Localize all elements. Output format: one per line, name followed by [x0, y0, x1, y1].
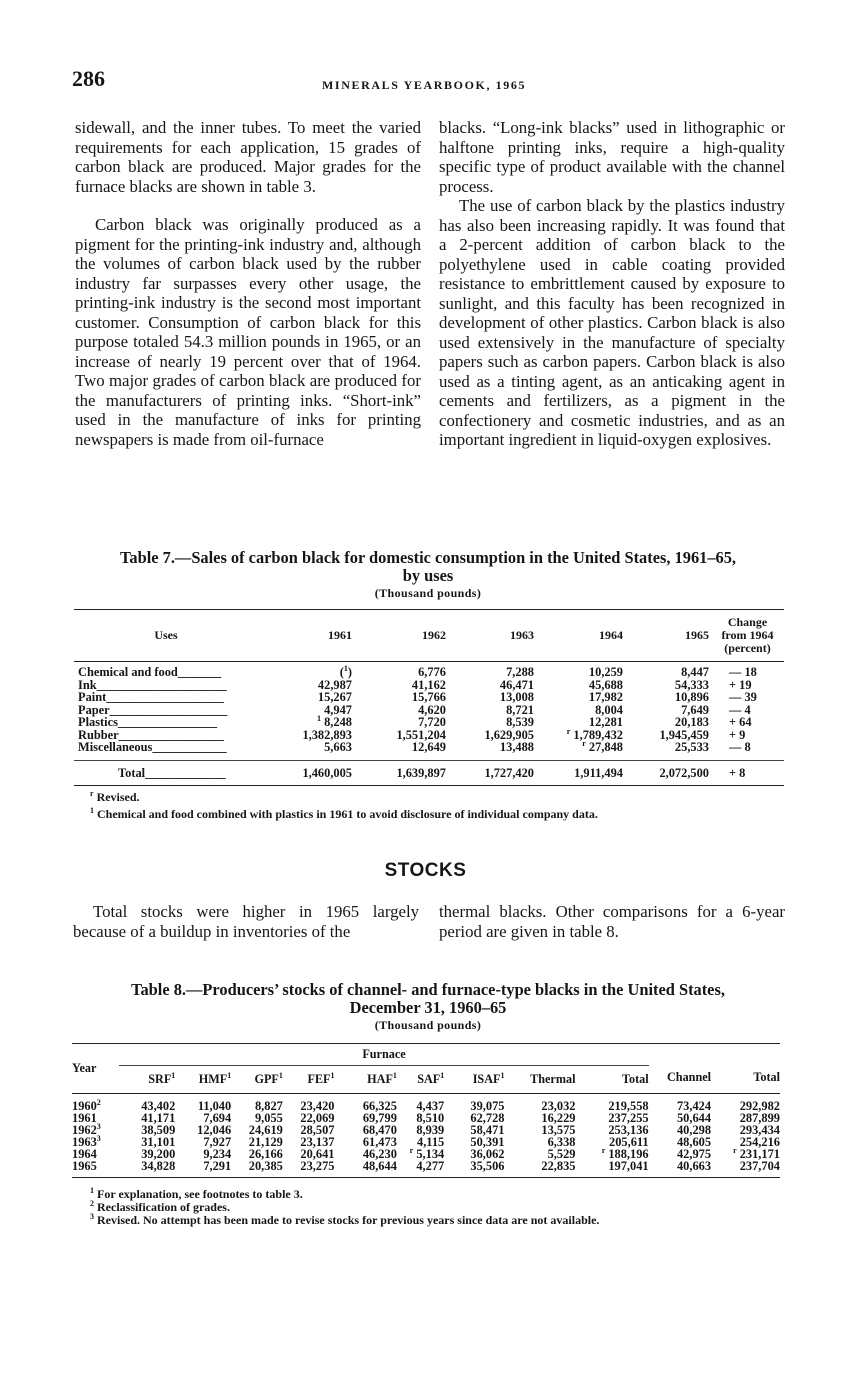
table7-cell: 1,945,459 — [659, 727, 709, 742]
table8-cell: 4,437 — [416, 1099, 445, 1113]
table8-col-hmf: HMF$^1$ — [198, 1071, 232, 1086]
table7-total-cell: 2,072,500 — [659, 765, 709, 780]
table8-cell: 40,663 — [676, 1159, 712, 1173]
table7-col-change — [711, 610, 784, 662]
table8-col-furnace-total: Total — [621, 1072, 649, 1086]
table7-cell: 8,447 — [681, 665, 709, 679]
table7-cell: 46,471 — [499, 677, 534, 692]
table8-col-saf: SAF$^1$ — [417, 1071, 445, 1086]
table8-cell: 9,234 — [203, 1147, 232, 1161]
table7-col-change-line1: Change — [727, 615, 768, 629]
table7-cell: 13,488 — [499, 740, 534, 754]
table-row — [72, 1094, 780, 1113]
table7-caption — [72, 549, 784, 585]
table7-cell: 45,688 — [588, 677, 623, 692]
stocks-left-paragraph: Total stocks were higher in 1965 largely because of a buildup in inventories of the — [73, 902, 419, 941]
table8-cell: 16,229 — [541, 1111, 576, 1125]
table8-col-srf: SRF$^1$ — [148, 1071, 176, 1086]
table8-cell: 23,032 — [541, 1099, 576, 1113]
table8-col-fef: FEF$^1$ — [307, 1071, 335, 1086]
table8-col-haf: HAF$^1$ — [367, 1071, 397, 1086]
table8-cell: 4,277 — [416, 1159, 445, 1173]
table8-year-note: 3 — [96, 1134, 101, 1143]
table8-cell: 23,275 — [300, 1159, 335, 1173]
table7-use-cell: Ink_____________________ — [78, 677, 227, 692]
table8-col-channel: Channel — [667, 1070, 712, 1084]
table8-cell: 23,420 — [300, 1099, 335, 1113]
table8-footnote-2: $^2$ Reclassification of grades. — [90, 1199, 230, 1214]
table7-cell: 7,720 — [418, 715, 446, 729]
table7-cell: $^r$ 27,848 — [582, 739, 623, 754]
table7-caption-line1: Table 7.—Sales of carbon black for domestic consumption in the United States, 1961–65, — [119, 548, 737, 567]
table7-total-change: + 8 — [729, 765, 746, 780]
table7-total-cell: 1,911,494 — [574, 765, 623, 780]
table8-cell: 48,644 — [362, 1159, 397, 1173]
table7-cell: $^r$ 1,789,432 — [566, 726, 623, 742]
table7-cell: 1,551,204 — [396, 727, 446, 742]
table7-use-cell: Rubber_________________ — [78, 727, 224, 742]
table7-cell: 15,267 — [317, 690, 352, 704]
table7-col-1963: 1963 — [510, 628, 534, 642]
table7-col-uses: Uses — [154, 628, 178, 642]
table8-col-furnace-group: Furnace — [119, 1044, 648, 1066]
table7-cell: 17,982 — [588, 690, 623, 704]
table8-cell: 24,619 — [248, 1123, 283, 1137]
table7-cell: 10,259 — [588, 665, 623, 679]
table7-cell: 13,008 — [499, 690, 534, 704]
table8-cell: 205,611 — [609, 1135, 649, 1149]
table7-change-cell: + 9 — [729, 727, 746, 742]
table8-cell: 253,136 — [608, 1123, 649, 1137]
table8-cell: 66,325 — [362, 1099, 397, 1113]
table8-cell: 6,338 — [547, 1135, 576, 1149]
table8-cell: 12,046 — [197, 1123, 232, 1137]
table7-cell: 15,766 — [411, 690, 446, 704]
table7-use-cell: Paint___________________ — [78, 690, 224, 704]
left-text-column — [75, 118, 421, 449]
table8-cell: 9,055 — [254, 1111, 283, 1125]
right-paragraph-1: blacks. “Long-ink blacks” used in lithographic or halftone printing inks, require a high-quality specific type of product available with the channel process. — [439, 118, 785, 196]
table7-col-change-line2: from 1964 — [721, 628, 774, 642]
right-text-column — [439, 118, 785, 450]
table8-year: 1963 — [72, 1135, 97, 1149]
table7-caption-line2: by uses — [402, 566, 454, 585]
table7 — [74, 609, 784, 786]
table7-change-cell: — 18 — [729, 665, 757, 679]
left-paragraph-2: Carbon black was originally produced as a pigment for the printing-ink industry and, although the volumes of carbon black used by the rubber industry far surpasses every other usage, the printing-ink industry is the second most important customer. Consumption of carbon black for this purpose totaled 54.3 million pounds in 1965, or an increase of nearly 19 percent over that of 1964. Two major grades of carbon black are produced for the manufacturers of printing inks. “Short-ink” used in the manufacture of inks for printing newspapers is made from oil-furnace — [75, 215, 421, 449]
table8-cell: 68,470 — [362, 1123, 397, 1137]
table8-year: 1961 — [72, 1111, 97, 1125]
table7-footnote-revised: $^r$ Revised. — [90, 789, 140, 804]
table7-total-label: Total — [118, 765, 146, 780]
table8-year-note: 3 — [96, 1122, 101, 1131]
table7-cell: 42,987 — [317, 677, 352, 692]
table8-col-thermal: Thermal — [530, 1072, 576, 1086]
table8-cell: 28,507 — [300, 1123, 335, 1137]
table8-cell: 35,506 — [470, 1159, 505, 1173]
table8-cell: 23,137 — [300, 1135, 335, 1149]
table7-use-cell: Plastics________________ — [78, 715, 218, 729]
table-row — [74, 716, 784, 729]
table8-col-gpf: GPF$^1$ — [254, 1071, 283, 1086]
table8-cell: 8,510 — [416, 1111, 445, 1125]
table7-cell: 1,382,893 — [302, 727, 352, 742]
table8-cell: 39,200 — [141, 1147, 176, 1161]
table7-cell: 4,947 — [324, 702, 352, 717]
table8-cell: 43,402 — [141, 1099, 176, 1113]
table8-year-note: 2 — [96, 1098, 101, 1107]
table8-year: 1962 — [72, 1123, 97, 1137]
table8-cell: 11,040 — [197, 1099, 232, 1113]
table7-use-label: Ink — [78, 677, 97, 692]
table8-cell: 58,471 — [470, 1123, 505, 1137]
left-paragraph-1: sidewall, and the inner tubes. To meet the varied requirements for each application, 15 grades of carbon black are produced. Major grades for the furnace blacks are shown in table 3. — [75, 118, 421, 196]
table8-cell: 8,939 — [416, 1123, 445, 1137]
table7-use-label: Chemical and food — [78, 665, 178, 679]
table-row — [74, 662, 784, 679]
table8-cell: 73,424 — [676, 1099, 712, 1113]
table8-col-grand-total: Total — [753, 1070, 780, 1084]
table8-cell: 50,644 — [676, 1111, 712, 1125]
table7-total-row — [74, 760, 784, 786]
table8-footnote-3: $^3$ Revised. No attempt has been made to revise stocks for previous years since data are not available. — [90, 1212, 600, 1227]
table8-cell: 4,115 — [417, 1135, 445, 1149]
table8-col-haf-label: HAF — [367, 1072, 393, 1086]
table7-use-cell: Paper___________________ — [78, 702, 228, 717]
table7-cell: 12,649 — [411, 740, 446, 754]
table8-cell: 287,899 — [739, 1111, 780, 1125]
table8-col-saf-label: SAF — [417, 1072, 441, 1086]
table7-cell: 10,896 — [674, 690, 709, 704]
table7-change-cell: — 39 — [729, 690, 757, 704]
table7-cell: 25,533 — [674, 740, 709, 754]
table8-year: 1964 — [72, 1147, 97, 1161]
table7-col-1962: 1962 — [422, 628, 446, 642]
table8-cell: 39,075 — [470, 1099, 505, 1113]
table8-cell: 20,385 — [248, 1159, 283, 1173]
table8-unit: (Thousand pounds) — [374, 1018, 482, 1032]
table7-use-label: Rubber — [78, 727, 119, 742]
table7-total-cell: 1,460,005 — [302, 765, 352, 780]
table8-cell: 8,827 — [254, 1099, 283, 1113]
table8-cell: 7,694 — [203, 1111, 232, 1125]
table8-year-cell — [72, 1094, 119, 1113]
table7-use-label: Miscellaneous — [78, 740, 153, 754]
table7-use-label: Paper — [78, 702, 110, 717]
table8-cell: $^r$ 5,134 — [409, 1146, 445, 1161]
table8-cell: 26,166 — [248, 1147, 283, 1161]
stocks-heading: STOCKS — [384, 860, 467, 881]
table8-cell: 40,298 — [676, 1123, 712, 1137]
table8-caption-line1: Table 8.—Producers’ stocks of channel- and furnace-type blacks in the United States, — [131, 980, 725, 999]
table7-col-change-line3: (percent) — [724, 641, 771, 655]
right-paragraph-2: The use of carbon black by the plastics industry has also been increasing rapidly. It was found that a 2-percent addition of carbon black to the polyethylene used in cable coating provided resistance to embrittlement caused by exposure to sunlight, and this faculty has been recognized in development of other plastics. Carbon black is also used extensively in the manufacture of specialty papers such as carbon papers. Carbon black is also used as a tinting agent, as an anticaking agent in cements and fertilizers, as a pigment in the confectionery and cosmetic industries, and as an important ingredient in liquid-oxygen explosives. — [439, 196, 785, 449]
table8-caption — [72, 981, 784, 1017]
table8-cell: 20,641 — [300, 1147, 335, 1161]
table7-cell: 1,629,905 — [484, 727, 534, 742]
table7-total-cell: Total_____________ — [118, 765, 226, 780]
table8-cell: 7,927 — [203, 1135, 232, 1149]
table7-change-cell: — 4 — [729, 702, 751, 717]
table7-use-label: Paint — [78, 690, 107, 704]
table8-cell: $^r$ 231,171 — [733, 1146, 780, 1161]
table7-cell: 8,004 — [595, 702, 623, 717]
table8-cell: 219,558 — [608, 1099, 649, 1113]
table8-cell: 34,828 — [141, 1159, 176, 1173]
table7-cell: 8,539 — [506, 715, 534, 729]
table7-header-row — [74, 610, 784, 662]
table8-cell: 42,975 — [676, 1147, 712, 1161]
table7-cell: 7,649 — [681, 702, 709, 717]
table7-cell: $^1$ 8,248 — [317, 714, 352, 729]
table8-cell: 50,391 — [470, 1135, 505, 1149]
stocks-left-column — [73, 902, 419, 941]
table8-cell: 197,041 — [608, 1159, 649, 1173]
table8-cell: 292,982 — [739, 1099, 780, 1113]
table8 — [72, 1043, 780, 1178]
table8-cell: 293,434 — [739, 1123, 780, 1137]
table7-cell: 20,183 — [674, 715, 709, 729]
table8-cell: 254,216 — [739, 1135, 780, 1149]
table8-cell: 46,230 — [362, 1147, 397, 1161]
table7-change-cell: + 64 — [729, 715, 752, 729]
table-row — [72, 1160, 780, 1178]
table8-col-isaf-label: ISAF — [472, 1072, 501, 1086]
table8-col-year: Year — [72, 1061, 97, 1075]
table8-cell: 41,171 — [141, 1111, 176, 1125]
table-row — [74, 691, 784, 704]
stocks-right-paragraph: thermal blacks. Other comparisons for a 6-year period are given in table 8. — [439, 902, 785, 941]
table7-total-cell: 1,727,420 — [484, 765, 534, 780]
table7-footnote-1: $^1$ Chemical and food combined with plastics in 1961 to avoid disclosure of individual company data. — [90, 806, 598, 821]
table8-cell: 7,291 — [203, 1159, 232, 1173]
table7-col-1964: 1964 — [599, 628, 623, 642]
table8-cell: $^r$ 188,196 — [601, 1146, 649, 1161]
table7-col-1965: 1965 — [685, 628, 709, 642]
table7-unit: (Thousand pounds) — [374, 586, 482, 600]
table7-cell: 6,776 — [418, 665, 446, 679]
table8-col-isaf: ISAF$^1$ — [472, 1071, 505, 1086]
table8-year: 1960 — [72, 1099, 97, 1113]
table8-cell: 22,835 — [541, 1159, 576, 1173]
table7-cell: 5,663 — [324, 740, 352, 754]
table8-cell: 13,575 — [541, 1123, 576, 1137]
table8-footnote-1: $^1$ For explanation, see footnotes to table 3. — [90, 1186, 303, 1201]
page-number: 286 — [72, 66, 105, 91]
table7-use-label: Plastics — [78, 715, 118, 729]
table8-cell: 5,529 — [547, 1147, 576, 1161]
table-row — [74, 741, 784, 760]
table7-total-cell: 1,639,897 — [396, 765, 446, 780]
table8-col-fef-label: FEF — [307, 1072, 331, 1086]
table8-cell: 38,509 — [141, 1123, 176, 1137]
table8-col-srf-label: SRF — [148, 1072, 172, 1086]
table8-year-cell — [72, 1160, 119, 1178]
table7-cell: 41,162 — [411, 677, 446, 692]
table7-change-cell: — 8 — [729, 740, 751, 754]
table8-cell: 237,255 — [608, 1111, 649, 1125]
table8-year: 1965 — [72, 1159, 97, 1173]
table8-cell: 69,799 — [362, 1111, 397, 1125]
table8-cell: 62,728 — [470, 1111, 505, 1125]
table8-cell: 48,605 — [676, 1135, 712, 1149]
table8-cell: 237,704 — [739, 1159, 780, 1173]
table8-cell: 21,129 — [248, 1135, 283, 1149]
table7-cell: 7,288 — [506, 665, 534, 679]
running-title: MINERALS YEARBOOK, 1965 — [322, 78, 527, 92]
stocks-right-column — [439, 902, 785, 941]
table7-cell: ($^1$) — [339, 664, 352, 679]
table8-cell: 61,473 — [362, 1135, 397, 1149]
table8-caption-line2: December 31, 1960–65 — [349, 998, 507, 1017]
table7-cell: 8,721 — [506, 702, 534, 717]
table8-cell: 36,062 — [470, 1147, 505, 1161]
table8-cell: 22,069 — [300, 1111, 335, 1125]
table8-cell: 31,101 — [141, 1135, 176, 1149]
table8-col-hmf-label: HMF — [198, 1072, 228, 1086]
table8-col-gpf-label: GPF — [254, 1072, 279, 1086]
table7-cell: 12,281 — [588, 715, 623, 729]
table7-cell: 54,333 — [674, 677, 709, 692]
table7-change-cell: + 19 — [729, 677, 752, 692]
table7-col-1961: 1961 — [328, 628, 352, 642]
table7-use-cell: Chemical and food_______ — [78, 665, 222, 679]
table7-use-cell: Miscellaneous____________ — [78, 740, 227, 754]
table7-cell: 4,620 — [418, 702, 446, 717]
